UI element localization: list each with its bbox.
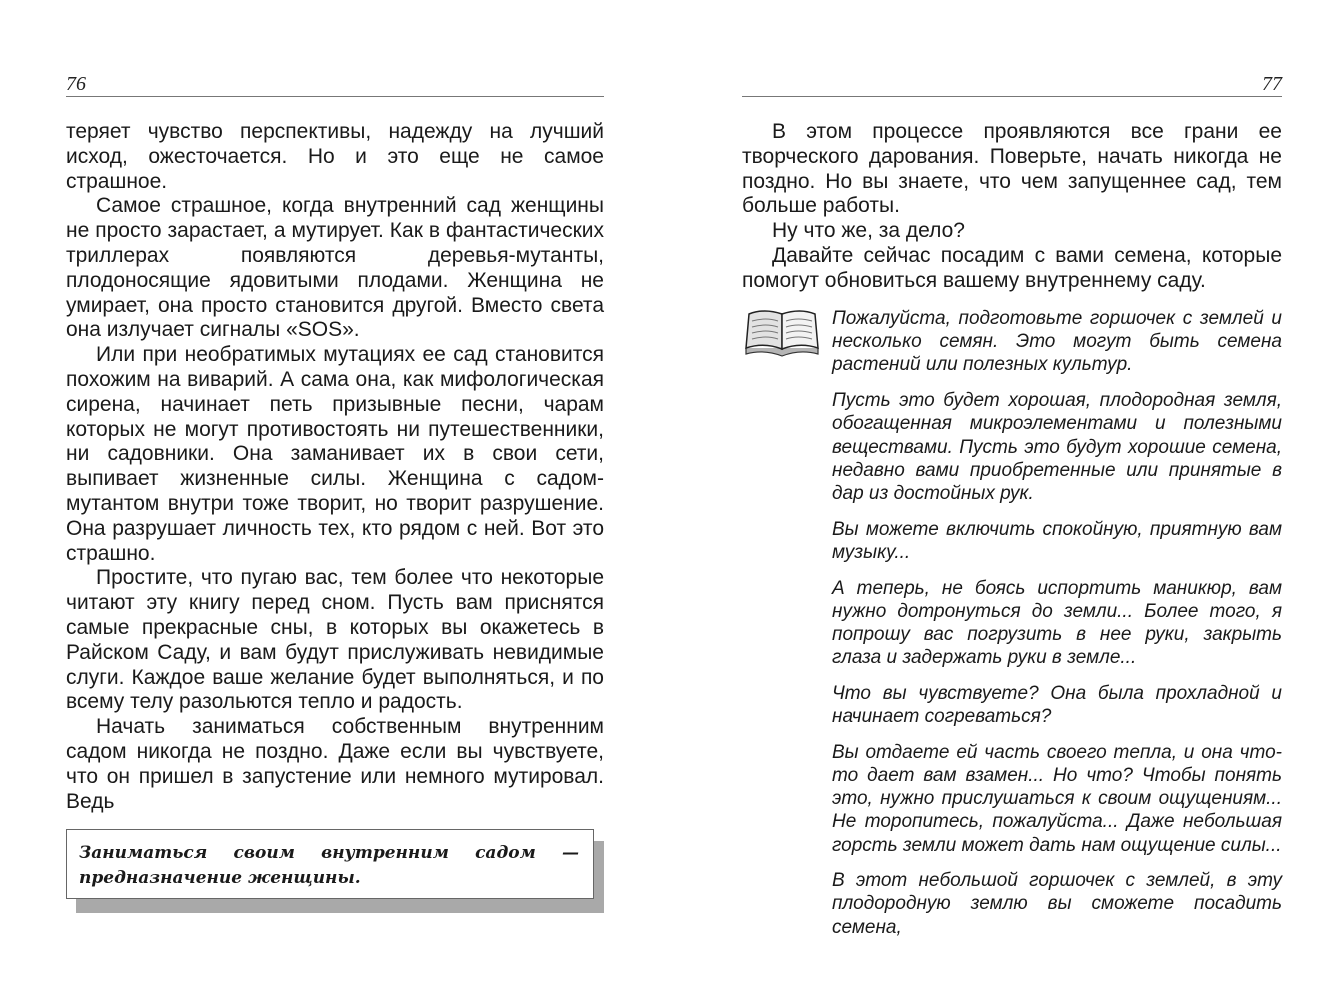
page-number-left: 76 — [66, 73, 86, 95]
paragraph: теряет чувство перспективы, надежду на лучший исход, ожесточается. Но и это еще не самое страшное. — [66, 120, 604, 193]
paragraph: Давайте сейчас посадим с вами семена, которые помогут обновиться вашему внутреннему саду. — [742, 243, 1282, 292]
header-rule-right — [742, 96, 1282, 97]
exercise-paragraph: Вы можете включить спокойную, приятную вам музыку... — [832, 518, 1282, 563]
paragraph: Ну что же, за дело? — [772, 219, 965, 243]
right-page — [742, 0, 1282, 987]
paragraph: Или при необратимых мутациях ее сад становится похожим на виварий. А сама она, как мифологическая сирена, начинает петь призывные песни, чарам которых не могут противостоять ни путешественники, ни садовники. Она заманивает их в свои сети, выпивает жизненные силы. Женщина с садом-мутантом внутри тоже творит, но творит разрушение. Она разрушает личность тех, кто рядом с ней. Вот это страшно. — [66, 343, 604, 565]
paragraph: Самое страшное, когда внутренний сад женщины не просто зарастает, а мутирует. Как в фантастических триллерах появляются деревья-мутанты, плодоносящие ядовитыми плодами. Женщина не умирает, она просто становится другой. Вместо света она излучает сигналы «SOS». — [66, 194, 604, 342]
page-number-right: 77 — [1262, 73, 1282, 95]
open-book-icon — [742, 308, 822, 358]
exercise-paragraph: Что вы чувствуете? Она была прохладной и начинает согреваться? — [832, 682, 1282, 728]
callout-text: Заниматься своим внутренним садом — предназначение женщины. — [66, 829, 594, 899]
paragraph: В этом процессе проявляются все грани ее творческого дарования. Поверьте, начать никогда не поздно. Но вы знаете, что чем запущеннее сад, тем больше работы. — [742, 120, 1282, 218]
exercise-text — [832, 307, 1282, 951]
left-body-text — [66, 120, 604, 814]
exercise-paragraph: Пусть это будет хорошая, плодородная земля, обогащенная микроэлементами и полезными веществами. Пусть это будут хорошие семена, недавно вами приобретенные или принятые в дар из достойных рук. — [832, 390, 1282, 504]
exercise-paragraph: В этот небольшой горшочек с землей, в эту плодородную землю вы сможете посадить семена, — [832, 870, 1282, 938]
callout-box — [66, 829, 604, 913]
left-page — [66, 0, 604, 987]
right-body-text — [742, 120, 1282, 294]
paragraph: Начать заниматься собственным внутренним садом никогда не поздно. Даже если вы чувствуете, что он пришел в запустение или немного мутировал. Ведь — [66, 715, 604, 813]
paragraph: Простите, что пугаю вас, тем более что некоторые читают эту книгу перед сном. Пусть вам приснятся самые прекрасные сны, в которых вы окажетесь в Райском Саду, и вам будут прислуживать невидимые слуги. Каждое ваше желание будет выполняться, и по всему телу разольются тепло и радость. — [66, 566, 604, 714]
header-rule-left — [66, 96, 604, 97]
exercise-paragraph: Пожалуйста, подготовьте горшочек с землей и несколько семян. Это могут быть семена растений или полезных культур. — [832, 308, 1282, 376]
exercise-paragraph: А теперь, не боясь испортить маникюр, вам нужно дотронуться до земли... Более того, я попрошу вас погрузить в нее руки, закрыть глаза и задержать руки в земле... — [832, 577, 1282, 669]
exercise-paragraph: Вы отдаете ей часть своего тепла, и она что-то дает вам взамен... Но что? Чтобы понять это, нужно прислушаться к своим ощущениям... Не торопитесь, пожалуйста... Даже небольшая горсть земли может дать нам ощущение силы... — [832, 741, 1282, 856]
